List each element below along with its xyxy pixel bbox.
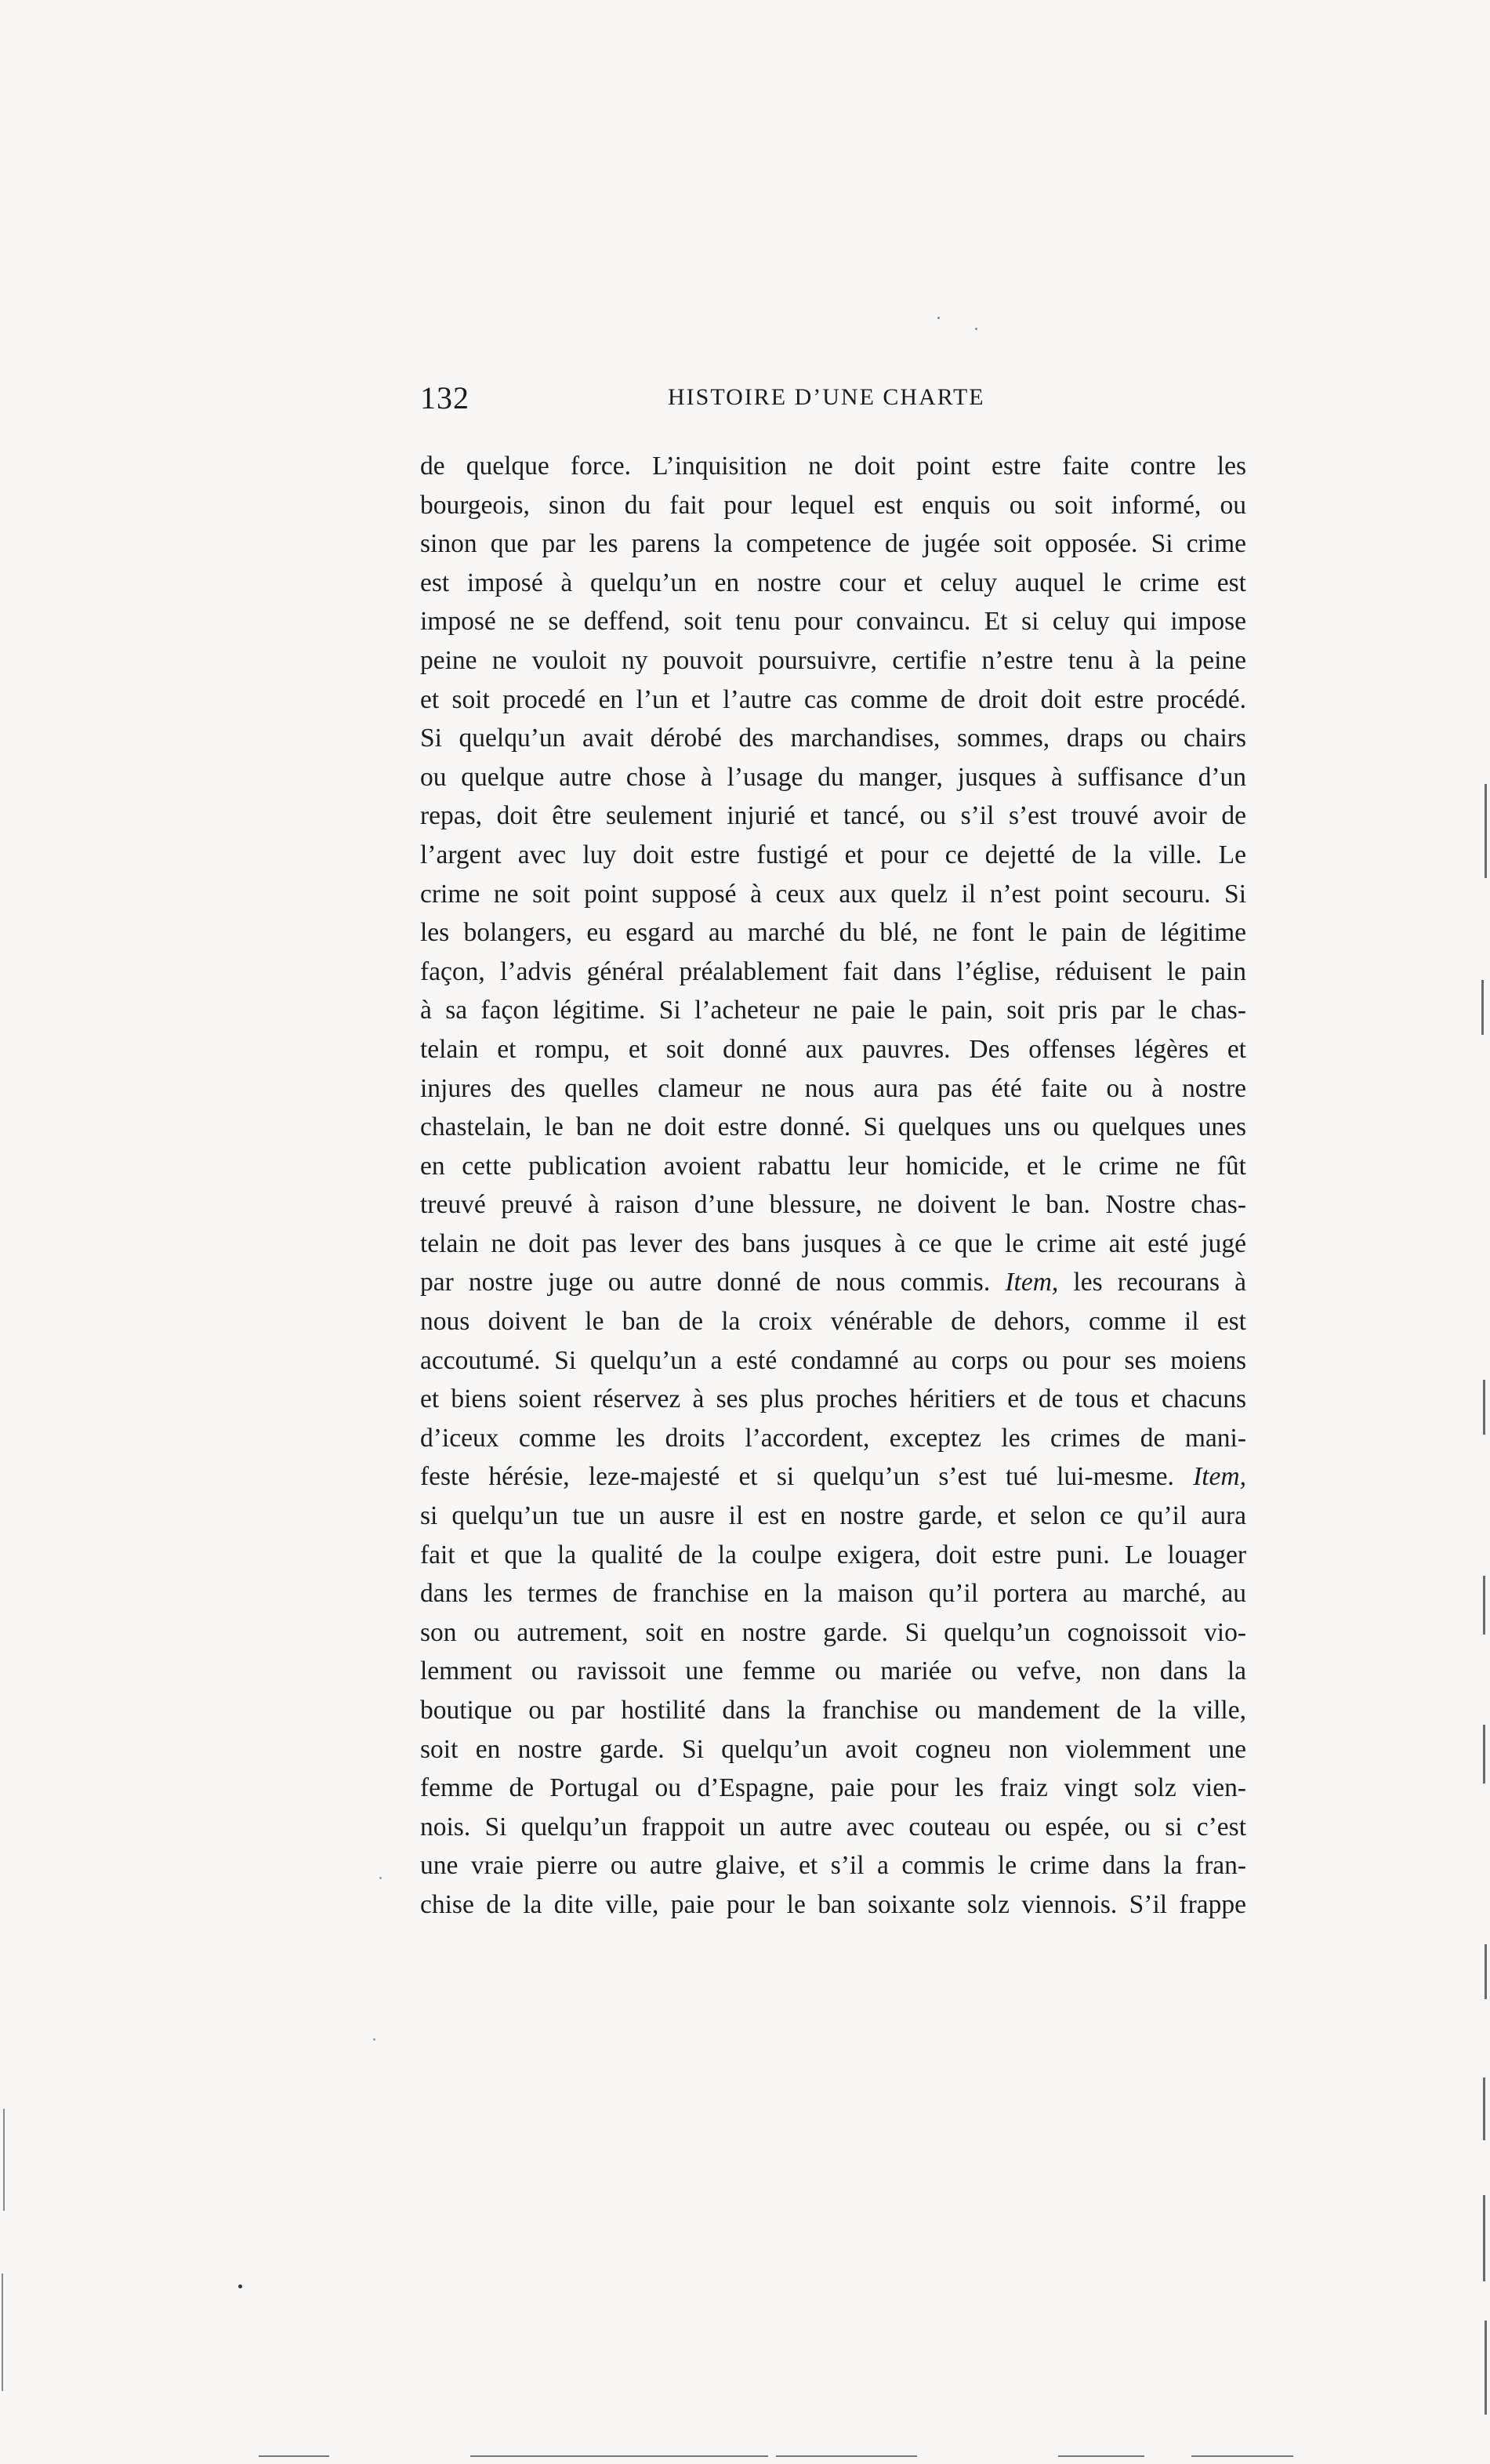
scan-edge-mark [1058,2455,1144,2457]
text-segment: par nostre juge ou autre donné de nous commis. [420,1268,1006,1297]
text-segment: feste hérésie, leze-majesté et si quelqu’un s’est tué lui-mesme. [420,1462,1194,1492]
scan-edge-mark [1483,2195,1485,2281]
text-line: injures des quelles clameur ne nous aura pas été faite ou à nostre [420,1073,1246,1103]
text-line-with-italic [420,1263,1246,1302]
scan-speck [373,2038,375,2041]
text-line: repas, doit être seulement injurié et tancé, ou s’il s’est trouvé avoir de [420,801,1246,831]
italic-item: Item, [1005,1268,1059,1297]
scan-edge-mark [1483,1380,1485,1435]
text-line: chastelain, le ban ne doit estre donné. Si quelques uns ou quelques unes [420,1112,1246,1142]
text-line: telain ne doit pas lever des bans jusques à ce que le crime ait esté jugé [420,1228,1246,1258]
text-line: treuvé preuvé à raison d’une blessure, ne doivent le ban. Nostre chas- [420,1190,1246,1220]
text-line: boutique ou par hostilité dans la franchise ou mandement de la ville, [420,1696,1246,1725]
scan-edge-mark [3,2109,5,2211]
text-line: crime ne soit point supposé à ceux aux quelz il n’est point secouru. Si [420,879,1246,909]
text-line: sinon que par les parens la competence de jugée soit opposée. Si crime [420,529,1246,559]
text-line: accoutumé. Si quelqu’un a esté condamné au corps ou pour ses moiens [420,1345,1246,1375]
scan-edge-mark [1483,2078,1485,2140]
body-text [420,447,1246,1925]
text-line: en cette publication avoient rabattu leur homicide, et le crime ne fût [420,1151,1246,1181]
text-line: son ou autrement, soit en nostre garde. Si quelqu’un cognoissoit vio- [420,1617,1246,1647]
text-line: ou quelque autre chose à l’usage du manger, jusques à suffisance d’un [420,762,1246,792]
running-head [420,379,1246,426]
scan-edge-mark [776,2455,917,2457]
scan-edge-mark [1485,2321,1487,2415]
text-line: peine ne vouloit ny pouvoit poursuivre, certifie n’estre tenu à la peine [420,645,1246,675]
text-line: une vraie pierre ou autre glaive, et s’il a commis le crime dans la fran- [420,1851,1246,1881]
text-line: l’argent avec luy doit estre fustigé et pour ce dejetté de la ville. Le [420,840,1246,869]
scan-edge-mark [1483,1725,1485,1784]
text-line: dans les termes de franchise en la maison qu’il portera au marché, au [420,1579,1246,1609]
text-line: à sa façon légitime. Si l’acheteur ne paie le pain, soit pris par le chas- [420,996,1246,1025]
text-line: les bolangers, eu esgard au marché du blé, ne font le pain de légitime [420,918,1246,948]
page-number: 132 [420,380,469,416]
text-line: façon, l’advis général préalablement fait dans l’église, réduisent le pain [420,956,1246,986]
scan-edge-mark [259,2455,329,2457]
text-line: femme de Portugal ou d’Espagne, paie pour les fraiz vingt solz vien- [420,1773,1246,1803]
text-line: chise de la dite ville, paie pour le ban soixante solz viennois. S’il frappe [420,1889,1246,1919]
text-line: de quelque force. L’inquisition ne doit point estre faite contre les [420,452,1246,481]
text-line: nous doivent le ban de la croix vénérable de dehors, comme il est [420,1307,1246,1337]
scan-speck [238,2284,242,2288]
italic-item: Item, [1193,1462,1246,1492]
scan-edge-mark [1483,1576,1485,1635]
scan-speck [937,317,940,319]
text-line: d’iceux comme les droits l’accordent, exceptez les crimes de mani- [420,1423,1246,1453]
text-line: si quelqu’un tue un ausre il est en nostre garde, et selon ce qu’il aura [420,1501,1246,1531]
text-line: et soit procedé en l’un et l’autre cas comme de droit doit estre procédé. [420,684,1246,714]
scan-edge-mark [2,2273,3,2391]
text-line: et biens soient réservez à ses plus proches héritiers et de tous et chacuns [420,1384,1246,1414]
running-title: HISTOIRE D’UNE CHARTE [668,384,985,410]
text-line: nois. Si quelqu’un frappoit un autre avec couteau ou espée, ou si c’est [420,1812,1246,1842]
text-line: imposé ne se deffend, soit tenu pour convaincu. Et si celuy qui impose [420,607,1246,637]
scan-edge-mark [1485,784,1487,878]
text-line: telain et rompu, et soit donné aux pauvres. Des offenses légères et [420,1034,1246,1064]
text-line: bourgeois, sinon du fait pour lequel est enquis ou soit informé, ou [420,490,1246,520]
text-line: fait et que la qualité de la coulpe exigera, doit estre puni. Le louager [420,1540,1246,1569]
text-line: est imposé à quelqu’un en nostre cour et celuy auquel le crime est [420,568,1246,597]
scan-speck [975,328,977,330]
scan-speck [379,1877,382,1879]
text-segment: les recourans à [1058,1268,1247,1297]
scan-edge-mark [1191,2455,1293,2457]
scan-edge-mark [1485,1944,1487,1999]
text-line: lemment ou ravissoit une femme ou mariée ou vefve, non dans la [420,1657,1246,1686]
scan-edge-mark [1481,980,1484,1035]
text-line-with-italic [420,1457,1246,1497]
text-line: Si quelqu’un avait dérobé des marchandises, sommes, draps ou chairs [420,724,1246,753]
text-line: soit en nostre garde. Si quelqu’un avoit cogneu non violemment une [420,1734,1246,1764]
scan-edge-mark [470,2455,768,2457]
